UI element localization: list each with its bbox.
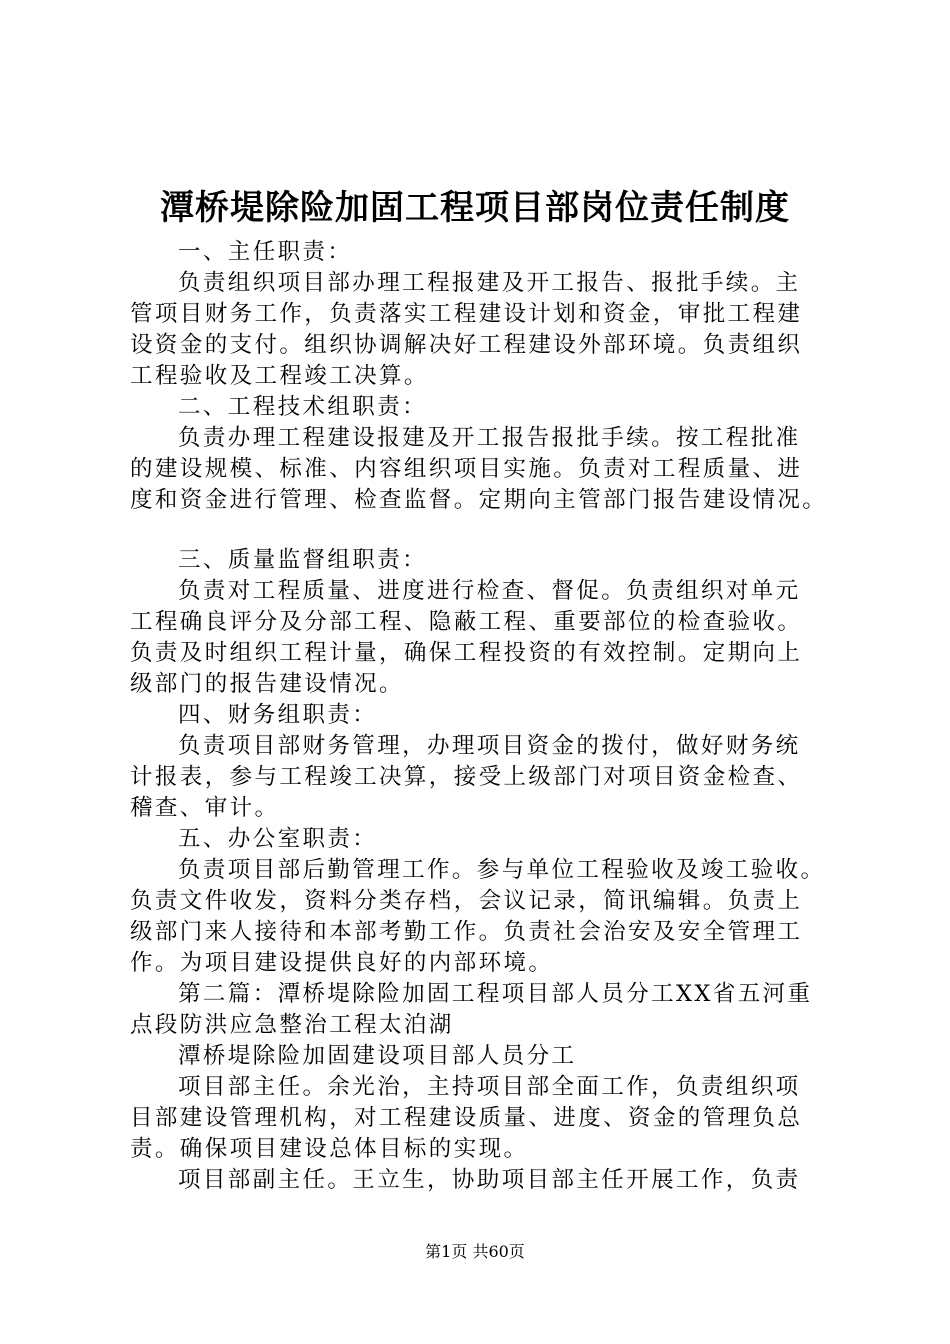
paragraph-line: 工程确良评分及分部工程、隐蔽工程、重要部位的检查验收。 [130,609,803,635]
paragraph-line: 负责项目部后勤管理工作。参与单位工程验收及竣工验收。 [178,857,826,883]
paragraph-line: 级部门的报告建设情况。 [130,671,404,697]
paragraph-line: 负责组织项目部办理工程报建及开工报告、报批手续。主 [178,270,801,296]
section-heading-5: 五、办公室职责： [178,826,378,852]
page-footer: 第1页 共60页 [425,1242,525,1261]
paragraph-line: 负责及时组织工程计量，确保工程投资的有效控制。定期向上 [130,640,803,666]
paragraph-line: 作。为项目建设提供良好的内部环境。 [130,950,554,976]
paragraph-line: 责。确保项目建设总体目标的实现。 [130,1136,529,1162]
paragraph-line: 设资金的支付。组织协调解决好工程建设外部环境。负责组织 [130,332,803,358]
paragraph-line: 级部门来人接待和本部考勤工作。负责社会治安及安全管理工 [130,919,803,945]
paragraph-line: 稽查、审计。 [130,795,280,821]
document-title: 潭桥堤除险加固工程项目部岗位责任制度 [160,188,790,228]
paragraph-line: 工程验收及工程竣工决算。 [130,363,429,389]
paragraph-line: 度和资金进行管理、检查监督。定期向主管部门报告建设情况。 [130,487,828,513]
paragraph-line: 项目部副主任。王立生，协助项目部主任开展工作，负责 [178,1167,801,1193]
subtitle-line: 潭桥堤除险加固建设项目部人员分工 [178,1043,577,1069]
paragraph-line: 管项目财务工作，负责落实工程建设计划和资金，审批工程建 [130,301,803,327]
paragraph-line: 负责办理工程建设报建及开工报告报批手续。按工程批准 [178,425,801,451]
paragraph-line: 负责文件收发，资料分类存档，会议记录，简讯编辑。负责上 [130,888,803,914]
paragraph-line: 项目部主任。余光治，主持项目部全面工作，负责组织项 [178,1074,801,1100]
paragraph-line: 计报表，参与工程竣工决算，接受上级部门对项目资金检查、 [130,764,803,790]
section-heading-1: 一、主任职责： [178,239,353,265]
paragraph-line: 的建设规模、标准、内容组织项目实施。负责对工程质量、进 [130,456,803,482]
paragraph-line: 负责项目部财务管理，办理项目资金的拨付，做好财务统 [178,733,801,759]
chapter-heading-continued: 点段防洪应急整治工程太泊湖 [130,1012,454,1038]
section-heading-3: 三、质量监督组职责： [178,547,428,573]
paragraph-line: 目部建设管理机构，对工程建设质量、进度、资金的管理负总 [130,1105,803,1131]
chapter-heading: 第二篇：潭桥堤除险加固工程项目部人员分工XX省五河重 [178,981,813,1007]
paragraph-line: 负责对工程质量、进度进行检查、督促。负责组织对单元 [178,578,801,604]
section-heading-2: 二、工程技术组职责： [178,394,428,420]
section-heading-4: 四、财务组职责： [178,702,378,728]
